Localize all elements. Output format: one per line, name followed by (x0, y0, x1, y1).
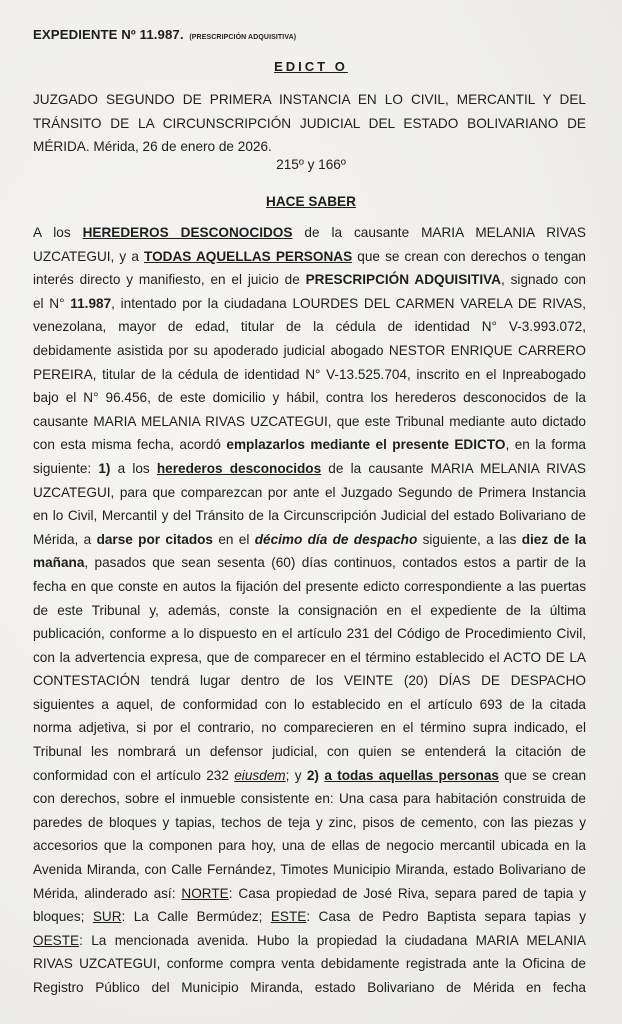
south-boundary-label: SUR (92, 909, 122, 925)
case-number-emphasis: 11.987 (70, 295, 112, 311)
body-line: OESTE: La mencionada avenida. Hubo la propiedad la ciudadana MARIA MELANIA (33, 932, 586, 948)
unknown-heirs-emphasis: HEREDEROS DESCONOCIDOS (82, 225, 293, 240)
case-number-header (33, 27, 296, 42)
body-line: Avenida Miranda, con Calle Fernández, Timotes Municipio Miranda, estado Bolivariano de (33, 862, 586, 878)
body-line: accesorios que la componen para hoy, una de ellas de negocio mercantil ubicada en la (33, 838, 586, 854)
body-line: bloques; SUR: La Calle Bermúdez; ESTE: Casa de Pedro Baptista separa tapias y (33, 909, 586, 925)
case-type: (PRESCRIPCIÓN ADQUISITIVA) (189, 34, 297, 41)
body-line: venezolana, mayor de edad, titular de la cédula de identidad N° V-3.993.072, (33, 319, 586, 335)
body-line: Mérida, a darse por citados en el décimo día de despacho siguiente, a las diez de la (33, 531, 587, 547)
body-line: Tribunal les nombrará un defensor judicial, con quien se entenderá la citación de (33, 744, 586, 760)
body-line: mañana, pasados que sean sesenta (60) días continuos, contados estos a partir de la (33, 555, 586, 571)
summons-emphasis: emplazarlos mediante el presente EDICTO (226, 437, 506, 453)
body-line: interés directo y manifiesto, en el juicio de PRESCRIPCIÓN ADQUISITIVA, signado con (33, 272, 586, 288)
deadline-emphasis: décimo día de despacho (254, 531, 418, 547)
court-line: TRÁNSITO DE LA CIRCUNSCRIPCIÓN JUDICIAL DEL ESTADO BOLIVARIANO DE (33, 115, 586, 131)
all-persons-emphasis: a todas aquellas personas (324, 767, 499, 783)
body-line: A los HEREDEROS DESCONOCIDOS de la causante MARIA MELANIA RIVAS (33, 225, 586, 240)
hace-saber-heading: HACE SABER (266, 194, 356, 209)
west-boundary-label: OESTE (33, 932, 80, 948)
body-line: norma adjetiva, si por el contrario, no comparecieren en el término supra indicado, el (33, 720, 586, 736)
north-boundary-label: NORTE (181, 885, 229, 901)
body-line: siguientes a aquel, de conformidad con lo establecido en el artículo 693 de la citada (33, 696, 586, 712)
body-line: paredes de bloques y tapias, techos de teja y zinc, pisos de cemento, con las piezas y (33, 814, 586, 830)
case-type-emphasis: PRESCRIPCIÓN ADQUISITIVA (305, 272, 502, 288)
body-line: con esta misma fecha, acordó emplazarlos mediante el presente EDICTO, en la forma (33, 437, 586, 453)
body-line: siguiente: 1) a los herederos desconocidos de la causante MARIA MELANIA RIVAS (33, 460, 586, 476)
court-line: MÉRIDA. Mérida, 26 de enero de 2026. (33, 139, 272, 155)
body-line: RIVAS UZCATEGUI, conforme compra venta debidamente registrada ante la Oficina de (33, 956, 586, 972)
case-number: EXPEDIENTE Nº 11.987. (33, 27, 184, 42)
body-line: debidamente asistida por su apoderado judicial abogado NESTOR ENRIQUE CARRERO (33, 342, 586, 358)
body-line: causante MARIA MELANIA RIVAS UZCATEGUI, que este Tribunal mediante auto dictado (33, 413, 586, 429)
court-heading (33, 88, 586, 159)
body-line: publicación, conforme a lo dispuesto en el artículo 231 del Código de Procedimiento Civil, (33, 626, 586, 642)
body-line: con la advertencia expresa, que de comparecer en el término establecido el ACTO DE LA (33, 649, 586, 665)
body-line: PEREIRA, titular de la cédula de identidad N° V-13.525.704, inscrito en el Inpreabogado (33, 366, 586, 382)
body-line: de este Tribunal y, además, conste la consignación en el expediente de la última (33, 602, 586, 618)
body-line: con derechos, sobre el inmueble consistente en: Una casa para habitación construida de (33, 791, 586, 807)
body-line: Mérida, alinderado así: NORTE: Casa propiedad de José Riva, separa pared de tapia y (33, 885, 587, 901)
body-line: bajo el N° 96.456, de este domicilio y hábil, contra los herederos desconocidos de la (33, 390, 586, 406)
court-line: JUZGADO SEGUNDO DE PRIMERA INSTANCIA EN LO CIVIL, MERCANTIL Y DEL (33, 92, 586, 107)
body-line: CONTESTACIÓN tendrá lugar dentro de los VEINTE (20) DÍAS DE DESPACHO (33, 673, 586, 689)
document-title: EDICT O (274, 59, 348, 74)
body-line: Registro Público del Municipio Miranda, estado Bolivariano de Mérida en fecha (33, 980, 586, 995)
eiusdem-emphasis: eiusdem (234, 767, 286, 783)
all-persons-emphasis: TODAS AQUELLAS PERSONAS (144, 248, 353, 264)
body-line: UZCATEGUI, para que comparezcan por ante el Juzgado Segundo de Primera Instancia (33, 484, 586, 500)
east-boundary-label: ESTE (270, 909, 307, 925)
body-line: UZCATEGUI, y a TODAS AQUELLAS PERSONAS que se crean con derechos o tengan (33, 248, 586, 264)
body-line: el N° 11.987, intentado por la ciudadana LOURDES DEL CARMEN VARELA DE RIVAS, (33, 295, 586, 311)
body-line: en lo Civil, Mercantil y del Tránsito de la Circunscripción Judicial del estado Bolivariano de (33, 508, 586, 524)
edict-body (33, 221, 586, 1000)
body-line: conformidad con el artículo 232 eiusdem; y 2) a todas aquellas personas que se crean (33, 767, 587, 783)
unknown-heirs-emphasis: herederos desconocidos (156, 460, 322, 476)
years-line: 215º y 166º (276, 157, 346, 172)
body-line: fecha en que conste en autos la fijación del presente edicto correspondiente a las puertas (33, 578, 586, 594)
hace-saber-wrap (0, 194, 622, 209)
